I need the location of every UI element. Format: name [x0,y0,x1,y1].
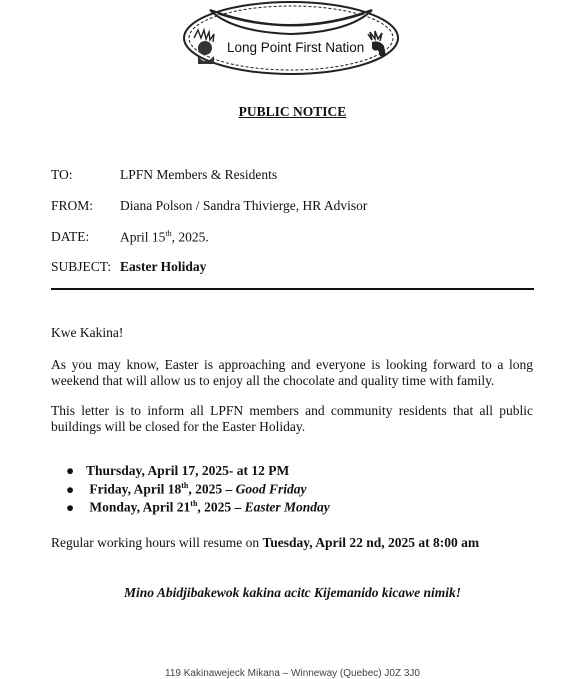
to-label: TO: [51,167,73,182]
closing-message: Mino Abidjibakewok kakina acitc Kijemanido kicawe nimik! [123,585,462,600]
resume-date: Tuesday, April 22 nd, 2025 at 8:00 am [262,535,480,550]
bullet-text-thursday: Thursday, April 17, 2025- at 12 PM [86,463,290,478]
paragraph-easter: As you may know, Easter is approaching and everyone is looking forward to a long weekend that will allow us to enjoy all the chocolate and quality time with family. [51,357,533,388]
date-label: DATE: [51,229,90,244]
subject-label: SUBJECT: [51,259,112,274]
date-post: , 2025. [171,229,209,245]
monday-sup: th [190,499,198,508]
from-value: Diana Polson / Sandra Thivierge, HR Advisor [120,198,368,213]
monday-italic: Easter Monday [244,499,330,515]
date-value [120,229,209,246]
divider-rule [51,288,534,290]
bullet-icon: ● [66,499,75,515]
friday-sup: th [181,481,189,490]
friday-post: , 2025 – [188,481,236,497]
resume-line [51,535,479,551]
closure-dates-list [66,463,330,517]
monday-post: , 2025 – [197,499,245,515]
friday-italic: Good Friday [235,481,307,497]
to-value: LPFN Members & Residents [120,167,278,182]
subject-value: Easter Holiday [120,259,207,274]
bullet-icon: ● [66,481,75,497]
notice-title: PUBLIC NOTICE [238,104,347,119]
bullet-text-friday: Friday, April 18 [89,481,182,497]
from-label: FROM: [51,198,94,213]
resume-pre: Regular working hours will resume on [51,535,263,550]
canoe-logo-icon [180,0,402,78]
logo-text: Long Point First Nation [227,40,365,55]
paragraph-closure: This letter is to inform all LPFN members and community residents that all public buildings will be closed for the Easter Holiday. [51,403,533,434]
list-item [66,499,330,517]
date-sup: th [165,229,172,238]
greeting: Kwe Kakina! [51,325,124,340]
list-item [66,463,330,481]
bullet-text-monday: Monday, April 21 [89,499,191,515]
bullet-icon: ● [66,463,75,478]
footer-address: 119 Kakinawejeck Mikana – Winneway (Quebec) J0Z 3J0 [165,668,420,679]
date-pre: April 15 [120,229,166,245]
list-item [66,481,330,499]
